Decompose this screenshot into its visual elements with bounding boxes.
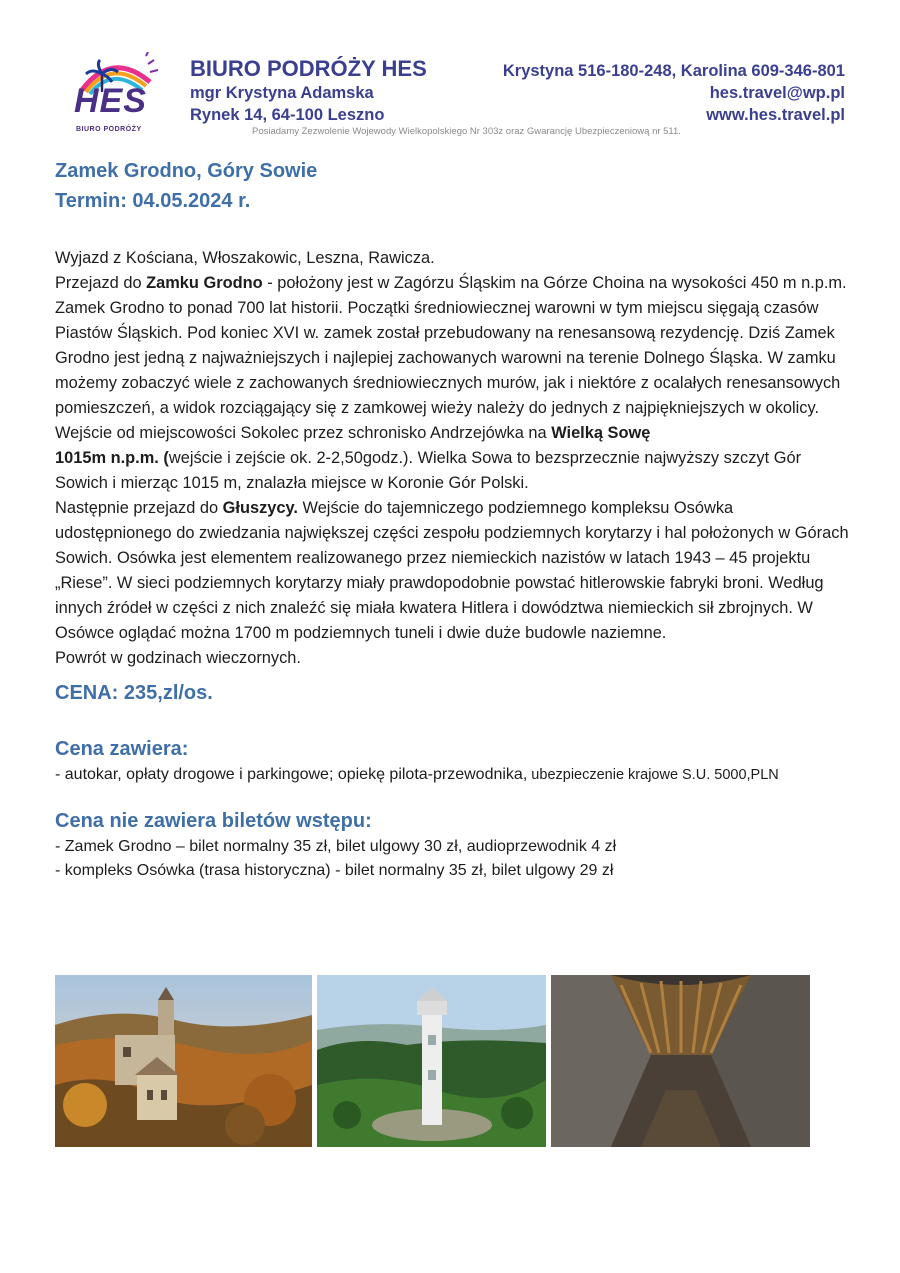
sowa-name: Wielką Sowę (551, 424, 651, 442)
observation-tower-photo (317, 975, 546, 1147)
return-paragraph: Powrót w godzinach wieczornych. (55, 649, 301, 667)
sowa-text-pre: Wejście od miejscowości Sokolec przez schronisko Andrzejówka na (55, 424, 552, 442)
osowka-text-pre: Następnie przejazd do (55, 499, 223, 517)
contact-website[interactable]: www.hes.travel.pl (706, 106, 845, 124)
sowa-text: wejście i zejście ok. 2-2,50godz.). Wielka Sowa to bezsprzecznie najwyższy szczyt Gór Sowich i mierząc 1015 m, znalazła miejsce w Koronie Gór Polski. (55, 449, 802, 492)
castle-photo (55, 975, 312, 1147)
departure-paragraph: Wyjazd z Kościana, Włoszakowic, Leszna, Rawicza. (55, 249, 435, 267)
contact-phones: Krystyna 516-180-248, Karolina 609-346-801 (502, 62, 845, 80)
photo-strip (55, 975, 810, 1147)
permit-notice: Posiadamy Zezwolenie Wojewody Wielkopolskiego Nr 303z oraz Gwarancję Ubezpieczeniową nr 511. (252, 126, 681, 137)
trip-name: Zamek Grodno, Góry Sowie (55, 160, 318, 182)
includes-heading: Cena zawiera: (55, 738, 189, 760)
trip-title (55, 156, 850, 216)
includes-main: - autokar, opłaty drogowe i parkingowe; opiekę pilota-przewodnika, (55, 766, 528, 783)
agency-address: Rynek 14, 64-100 Leszno (190, 106, 385, 124)
castle-paragraph (55, 271, 850, 421)
osowka-text: Wejście do tajemniczego podziemnego kompleksu Osówka udostępnionego do zwiedzania największej części zespołu podziemnych korytarzy i hal położonych w Górach Sowich. Osówka jest elementem realizowanego przez niemieckich nazistów w latach 1943 – 45 projektu „Riese”. W sieci podziemnych korytarzy miały prawdopodobnie powstać hitlerowskie fabryki broni. Według innych źródeł w części z nich znaleźć się miała kwatera Hitlera i dowództwa niemieckich sił zbrojnych. W Osówce oglądać można 1700 m podziemnych tuneli i dwie duże budowle naziemne. (55, 499, 849, 642)
castle-image-icon (55, 975, 312, 1147)
excludes-item-castle: - Zamek Grodno – bilet normalny 35 zł, bilet ulgowy 30 zł, audioprzewodnik 4 zł (55, 838, 617, 855)
excludes-item-osowka: - kompleks Osówka (trasa historyczna) - bilet normalny 35 zł, bilet ulgowy 29 zł (55, 862, 614, 879)
price-label: CENA: 235,zl/os. (55, 682, 213, 704)
logo-text: HES (74, 82, 147, 120)
offer-content (55, 156, 850, 883)
castle-text-pre: Przejazd do (55, 274, 147, 292)
agency-owner: mgr Krystyna Adamska (190, 84, 374, 102)
trip-date: Termin: 04.05.2024 r. (55, 190, 251, 212)
agency-name: BIURO PODRÓŻY HES (190, 56, 427, 81)
excludes-heading: Cena nie zawiera biletów wstępu: (55, 810, 372, 832)
osowka-paragraph (55, 496, 850, 646)
includes-list (55, 763, 850, 787)
gluszyca-name: Głuszycy. (222, 499, 298, 517)
castle-name: Zamku Grodno (146, 274, 263, 292)
logo-subtitle: BIURO PODRÓŻY (76, 126, 142, 133)
excludes-list (55, 835, 850, 883)
underground-tunnel-photo (551, 975, 810, 1147)
itinerary-description (55, 246, 850, 671)
tower-image-icon (317, 975, 546, 1147)
includes-insurance: ubezpieczenie krajowe S.U. 5000,PLN (527, 767, 779, 783)
tunnel-image-icon (551, 975, 810, 1147)
wielka-sowa-paragraph (55, 421, 850, 496)
sowa-height: 1015m n.p.m. ( (55, 449, 169, 467)
hes-logo (62, 52, 166, 140)
castle-text: - położony jest w Zagórzu Śląskim na Górze Choina na wysokości 450 m n.p.m. Zamek Grodno to ponad 700 lat historii. Początki średniowiecznej warowni w tym miejscu sięgają czasów Piastów Śląskich. Pod koniec XVI w. zamek został przebudowany na renesansową rezydencję. Dziś Zamek Grodno jest jedną z najważniejszych i najlepiej zachowanych warowni na terenie Dolnego Śląska. W zamku możemy zobaczyć wiele z zachowanych średniowiecznych murów, jak i niektóre z ocalałych renesansowych pomieszczeń, a widok rozciągający się z zamkowej wieży należy do jednych z najpiękniejszych w okolicy. (55, 274, 847, 417)
letterhead (0, 0, 900, 150)
contact-email[interactable]: hes.travel@wp.pl (709, 84, 845, 102)
